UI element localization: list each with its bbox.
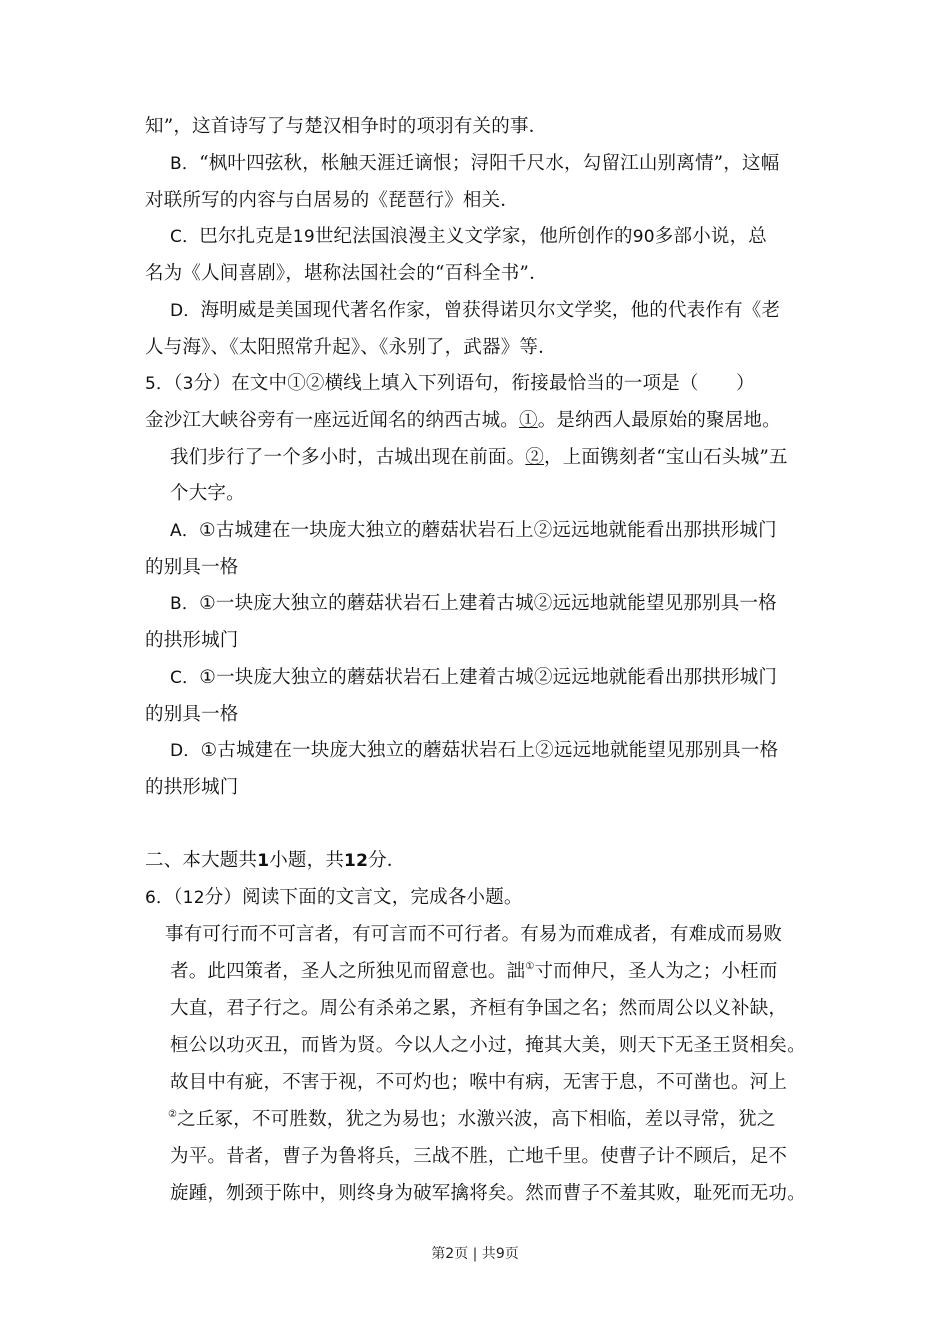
option-text: ①一块庞大独立的蘑菇状岩石上建着古城②远远地就能望见那别具一格 — [199, 593, 777, 614]
text: 之丘冢，不可胜数，犹之为易也；水激兴波，高下相临，差以寻常，犹之 — [177, 1109, 776, 1130]
q5-option-b — [170, 591, 777, 617]
question-stem: 在文中①②横线上填入下列语句，衔接最恰当的一项是（ ） — [231, 373, 755, 394]
q4-option-c — [170, 224, 767, 250]
text: 桓公以功灭丑，而皆为贤。今以人之小过，掩其大美，则天下无圣王贤相矣。 — [170, 1035, 806, 1056]
footnote-marker: ② — [168, 1109, 178, 1120]
question-count: 1 — [257, 851, 270, 871]
text: （ — [173, 887, 183, 908]
text: 金沙江大峡谷旁有一座远近闻名的纳西古城。 — [145, 410, 520, 431]
text: 大直，君子行之。周公有杀弟之累，齐桓有争国之名；然而周公以义补缺， — [170, 998, 788, 1019]
q4-option-c-cont — [145, 261, 548, 287]
option-text: 名为《人间喜剧》，堪称法国社会的“百科全书”． — [145, 263, 548, 284]
question-number: 6． — [145, 888, 174, 908]
q6-passage-line — [170, 1033, 806, 1059]
question-stem: 阅读下面的文言文，完成各小题。 — [242, 887, 523, 908]
text: 故目中有疵，不害于视，不可灼也；喉中有病，无害于息，不可凿也。河上 — [170, 1072, 788, 1093]
q4-option-d — [170, 298, 780, 324]
section-points: 12 — [344, 851, 369, 871]
text: 。是纳西人最原始的聚居地。 — [537, 410, 781, 431]
q6-passage-line — [165, 922, 782, 948]
q5-option-a — [170, 518, 777, 544]
text: 者。此四策者，圣人之所独见而留意也。詘 — [170, 961, 526, 982]
q4-option-b-cont — [145, 188, 519, 214]
option-label: A． — [170, 521, 200, 541]
page-footer — [0, 1243, 950, 1263]
option-text: “枫叶四弦秋，枨触天涯迁谪恨；浔阳千尺水，勾留江山别离情”，这幅 — [199, 153, 780, 174]
text: 为平。昔者，曹子为鲁将兵，三战不胜，亡地千里。使曹子计不顾后，足不 — [170, 1146, 788, 1167]
text: 页 | 共 — [454, 1246, 496, 1262]
option-text: 对联所写的内容与白居易的《琵琶行》相关． — [145, 190, 520, 211]
q4-stem-tail — [145, 114, 547, 140]
q6-passage-line — [168, 1107, 776, 1133]
text: 寸而伸尺，圣人为之；小枉而 — [534, 961, 778, 982]
q5-passage-line — [170, 481, 245, 507]
option-label: B． — [170, 154, 200, 174]
text: 个大字。 — [170, 483, 245, 504]
text: 小题，共 — [269, 850, 345, 871]
option-label: C． — [170, 668, 200, 688]
text: 二、本大题共 — [145, 850, 258, 871]
option-text: 的别具一格 — [145, 704, 239, 725]
q5-option-a-cont — [145, 555, 239, 581]
text: 旋踵，刎颈于陈中，则终身为破军擒将矣。然而曹子不羞其败，耻死而无功。 — [170, 1183, 806, 1204]
option-text: ①一块庞大独立的蘑菇状岩石上建着古城②远远地就能看出那拱形城门 — [199, 667, 778, 688]
question-score: 3 — [182, 374, 194, 394]
option-text: 的拱形城门 — [145, 777, 239, 798]
option-text: 世纪法国浪漫主义文学家，他所创作的 — [314, 226, 633, 247]
q4-option-d-cont — [145, 335, 557, 361]
text: 事有可行而不可言者，有可言而不可行者。有易为而难成者，有难成而易败 — [165, 924, 783, 945]
q5-passage-line — [170, 445, 788, 471]
option-label: D． — [170, 301, 201, 321]
option-text: 多部小说，总 — [654, 226, 767, 247]
text: 分） — [193, 373, 232, 394]
option-text: ①古城建在一块庞大独立的蘑菇状岩石上②远远地就能望见那别具一格 — [200, 740, 779, 761]
text: 我们步行了一个多小时，古城出现在前面。 — [170, 447, 526, 468]
option-text: 巴尔扎克是 — [199, 226, 293, 247]
blank-marker: ① — [519, 410, 538, 431]
option-label: C． — [170, 227, 200, 247]
q5-option-d — [170, 738, 778, 764]
q6-passage-line — [170, 959, 778, 985]
question-number: 5． — [145, 374, 174, 394]
q4-option-b — [170, 151, 779, 177]
q6-stem — [145, 885, 523, 911]
q6-passage-line — [170, 1144, 787, 1170]
section-heading — [145, 848, 406, 874]
q5-stem — [145, 371, 755, 397]
text: 第 — [431, 1246, 446, 1262]
page-number: 2 — [445, 1246, 455, 1262]
q5-option-b-cont — [145, 628, 239, 654]
q5-passage-line — [145, 408, 781, 434]
option-text: ①古城建在一块庞大独立的蘑菇状岩石上②远远地就能看出那拱形城门 — [199, 520, 777, 541]
number: 19 — [292, 227, 315, 247]
footnote-marker: ① — [525, 961, 535, 972]
text: 知”，这首诗写了与楚汉相争时的项羽有关的事． — [145, 116, 548, 137]
text: 页 — [504, 1246, 519, 1262]
blank-marker: ② — [525, 447, 545, 468]
option-text: 海明威是美国现代著名作家，曾获得诺贝尔文学奖，他的代表作有《老 — [200, 300, 781, 321]
q5-option-c-cont — [145, 702, 239, 728]
option-text: 的别具一格 — [145, 557, 239, 578]
text: （ — [173, 373, 183, 394]
number: 90 — [632, 227, 655, 247]
option-text: 的拱形城门 — [145, 630, 239, 651]
q5-option-d-cont — [145, 775, 239, 801]
page-total: 9 — [495, 1246, 505, 1262]
q5-option-c — [170, 665, 777, 691]
q6-passage-line — [170, 1181, 806, 1207]
option-text: 人与海》、《太阳照常升起》、《永别了，武器》等． — [145, 337, 557, 358]
option-label: D． — [170, 741, 201, 761]
option-label: B． — [170, 594, 200, 614]
text: 分） — [204, 887, 243, 908]
question-score: 12 — [182, 888, 205, 908]
text: 分． — [368, 850, 406, 871]
q6-passage-line — [170, 1070, 787, 1096]
text: ，上面镌刻者“宝山石头城”五 — [544, 447, 788, 468]
q6-passage-line — [170, 996, 787, 1022]
